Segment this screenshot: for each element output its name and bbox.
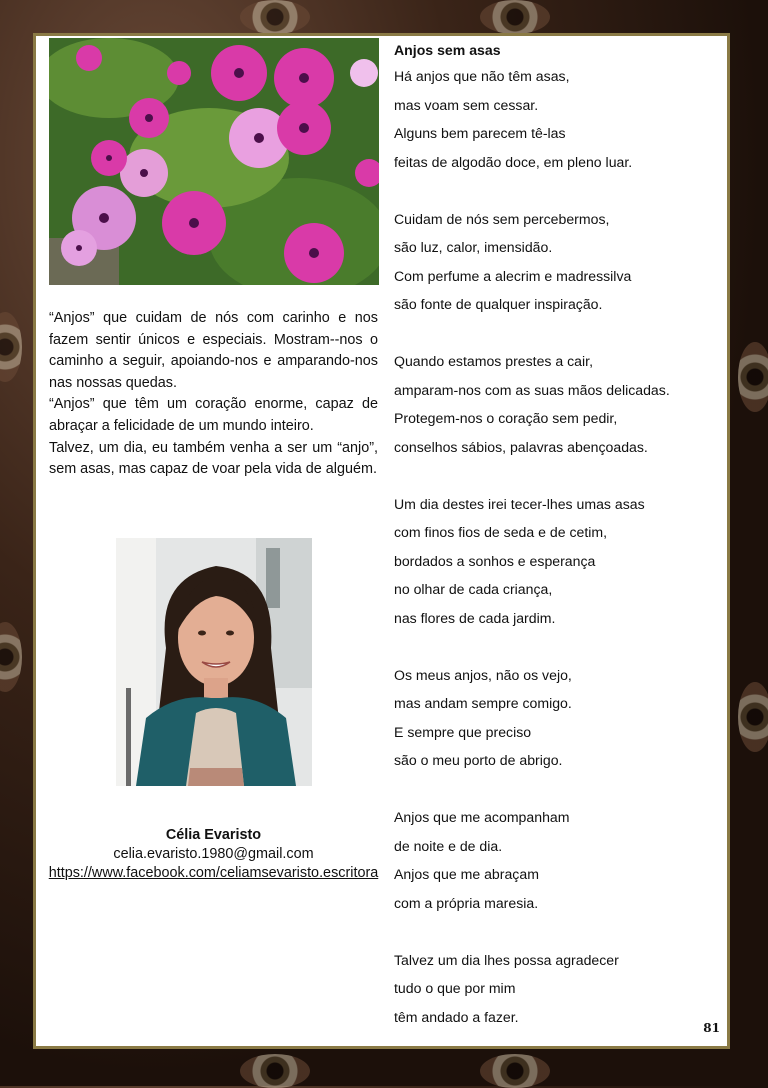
author-portrait (116, 538, 312, 786)
intro-text (49, 308, 378, 481)
poem-line: com a própria maresia. (394, 894, 539, 911)
author-name: Célia Evaristo (165, 827, 262, 843)
poem-line: mas andam sempre comigo. (394, 695, 572, 711)
poem-stanzas (394, 62, 724, 1031)
author-info (47, 826, 380, 883)
poem-stanza (394, 347, 724, 461)
author-facebook-link[interactable]: https://www.facebook.com/celiamsevaristo.escritora (48, 865, 379, 881)
background-eye-decoration (738, 342, 768, 412)
poem-line: Talvez um dia lhes possa agradecer (394, 951, 619, 968)
poem-line: feitas de algodão doce, em pleno luar. (394, 153, 633, 170)
poem-line: com finos fios de seda e de cetim, (394, 524, 608, 540)
background-eye-decoration (240, 1054, 310, 1088)
poem-line: mas voam sem cessar. (394, 96, 539, 113)
author-email[interactable]: celia.evaristo.1980@gmail.com (113, 846, 314, 862)
poem-line: Anjos que me acompanham (394, 809, 570, 825)
page (33, 33, 730, 1049)
poem-line: Os meus anjos, não os vejo, (394, 666, 572, 683)
poem-line: amparam-nos com as suas mãos delicadas. (394, 381, 670, 398)
poem-title: Anjos sem asas (394, 42, 501, 58)
poem-line: são fonte de qualquer inspiração. (394, 296, 603, 312)
poem-line: Um dia destes irei tecer-lhes umas asas (394, 495, 645, 512)
poem-line: Alguns bem parecem tê-las (394, 125, 566, 141)
poem-stanza (394, 661, 724, 775)
poem-line: bordados a sonhos e esperança (394, 552, 596, 569)
poem-line: nas flores de cada jardim. (394, 609, 556, 626)
background-eye-decoration (738, 682, 768, 752)
background-eye-decoration (0, 622, 22, 692)
background-eye-decoration (240, 0, 310, 34)
poem-stanza (394, 946, 724, 1032)
poem-line: E sempre que preciso (394, 723, 532, 740)
page-number: 81 (703, 1021, 720, 1035)
poem-line: Há anjos que não têm asas, (394, 68, 570, 84)
poem-line: no olhar de cada criança, (394, 581, 553, 597)
poem-line: conselhos sábios, palavras abençoadas. (394, 438, 648, 455)
poem-line: são luz, calor, imensidão. (394, 239, 553, 255)
poem-line: são o meu porto de abrigo. (394, 752, 563, 768)
poem-stanza (394, 803, 724, 917)
poem-stanza (394, 62, 724, 176)
poem-line: têm andado a fazer. (394, 1008, 519, 1025)
background-eye-decoration (0, 312, 22, 382)
poem-line: Anjos que me abraçam (394, 866, 539, 882)
background-eye-decoration (480, 0, 550, 34)
intro-paragraph: Talvez, um dia, eu também venha a ser um “anjo”, sem asas, mas capaz de voar pela vida de alguém. (49, 439, 378, 478)
flowers-illustration (49, 38, 379, 285)
poem-stanza (394, 205, 724, 319)
poem-line: Protegem-nos o coração sem pedir, (394, 410, 618, 426)
poem-line: Com perfume a alecrim e madressilva (394, 267, 632, 284)
poem-line: tudo o que por mim (394, 980, 516, 996)
poem-line: Quando estamos prestes a cair, (394, 353, 593, 369)
flowers-photo (49, 38, 379, 285)
intro-paragraph: “Anjos” que têm um coração enorme, capaz de abraçar a felicidade de um mundo inteiro. (49, 396, 378, 434)
intro-paragraph: “Anjos” que cuidam de nós com carinho e nos fazem sentir únicos e especiais. Mostram--nos o caminho a seguir, apoiando-nos e amparando-nos nas nossas quedas. (49, 310, 378, 391)
poem (394, 38, 724, 1060)
poem-line: Cuidam de nós sem percebermos, (394, 210, 610, 227)
poem-stanza (394, 490, 724, 633)
portrait-illustration (116, 538, 312, 786)
poem-line: de noite e de dia. (394, 837, 503, 854)
